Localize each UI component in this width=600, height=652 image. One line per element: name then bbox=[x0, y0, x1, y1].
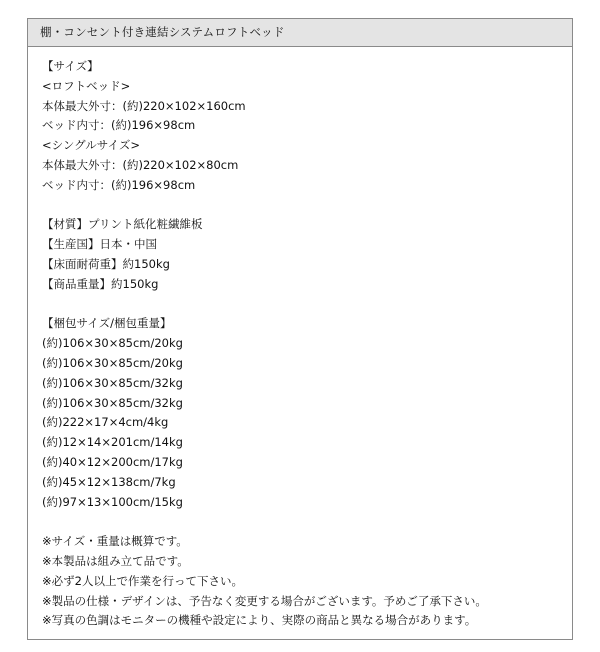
package-item: (約)106×30×85cm/20kg bbox=[42, 355, 183, 370]
note-item: ※製品の仕様・デザインは、予告なく変更する場合がございます。予めご了承下さい。 bbox=[42, 593, 487, 608]
size-section bbox=[42, 57, 572, 196]
panel-title: 棚・コンセント付き連結システムロフトベッド bbox=[28, 19, 572, 47]
package-heading: 【梱包サイズ/梱包重量】 bbox=[42, 316, 172, 331]
single-outer-size: 本体最大外寸：(約)220×102×80cm bbox=[42, 157, 239, 172]
notes-section bbox=[42, 532, 572, 631]
package-item: (約)97×13×100cm/15kg bbox=[42, 494, 183, 509]
single-inner-size: ベッド内寸：(約)196×98cm bbox=[42, 177, 196, 192]
note-item: ※必ず2人以上で作業を行って下さい。 bbox=[42, 573, 243, 588]
spec-section bbox=[42, 215, 572, 294]
spacer bbox=[42, 295, 572, 315]
load-capacity-spec: 【床面耐荷重】約150kg bbox=[42, 256, 170, 271]
spec-panel bbox=[27, 18, 573, 640]
loft-outer-size: 本体最大外寸：(約)220×102×160cm bbox=[42, 98, 246, 113]
spec-content bbox=[28, 47, 572, 631]
package-item: (約)106×30×85cm/20kg bbox=[42, 336, 183, 351]
spacer bbox=[42, 196, 572, 216]
package-item: (約)106×30×85cm/32kg bbox=[42, 395, 183, 410]
package-section bbox=[42, 314, 572, 512]
loft-inner-size: ベッド内寸：(約)196×98cm bbox=[42, 118, 196, 133]
package-item: (約)106×30×85cm/32kg bbox=[42, 375, 183, 390]
origin-spec: 【生産国】日本・中国 bbox=[42, 237, 157, 252]
note-item: ※サイズ・重量は概算です。 bbox=[42, 534, 188, 549]
package-item: (約)40×12×200cm/17kg bbox=[42, 454, 183, 469]
loft-bed-label: <ロフトベッド> bbox=[42, 78, 131, 93]
single-size-label: <シングルサイズ> bbox=[42, 138, 140, 153]
package-item: (約)12×14×201cm/14kg bbox=[42, 435, 183, 450]
note-item: ※本製品は組み立て品です。 bbox=[42, 553, 189, 568]
spacer bbox=[42, 512, 572, 532]
package-item: (約)45×12×138cm/7kg bbox=[42, 474, 176, 489]
product-weight-spec: 【商品重量】約150kg bbox=[42, 276, 159, 291]
note-item: ※写真の色調はモニターの機種や設定により、実際の商品と異なる場合があります。 bbox=[42, 613, 477, 628]
package-item: (約)222×17×4cm/4kg bbox=[42, 415, 169, 430]
material-spec: 【材質】プリント紙化粧繊維板 bbox=[42, 217, 203, 232]
size-heading: 【サイズ】 bbox=[42, 59, 99, 73]
